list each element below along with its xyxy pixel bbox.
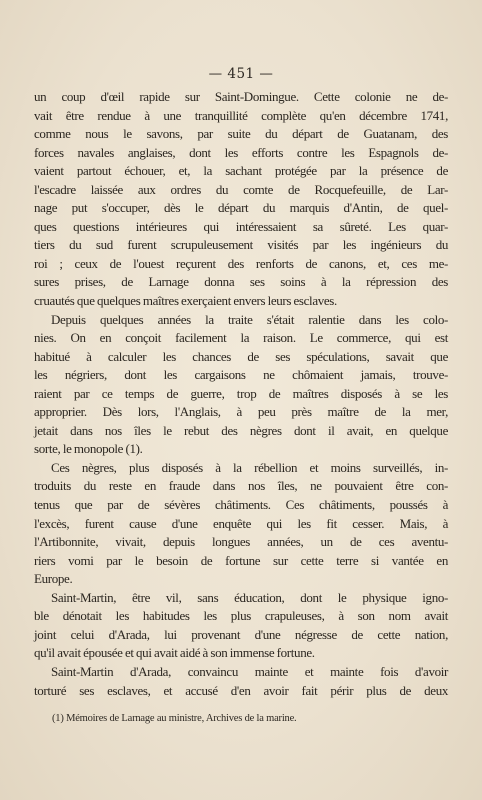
text-line: ble dénotait les habitudes les plus crapuleuses, à son nom avait [34,608,448,624]
text-line: les négriers, dont les cargaisons ne chômaient jamais, trouve- [34,367,448,383]
text-line: roi ; ceux de l'ouest reçurent des renforts de canons, et, ces me- [34,255,448,271]
text-line: un coup d'œil rapide sur Saint-Domingue. Cette colonie ne de- [34,89,448,104]
text-line: l'excès, furent cause d'une enquête qui les fit cesser. Mais, à [34,515,448,531]
text-line: jetait dans nos îles le rebut des nègres dont il avait, en quelque [34,422,448,438]
footnote: (1) Mémoires de Larnage au ministre, Archives de la marine. [52,713,297,724]
text-line: Saint-Martin d'Arada, convaincu mainte et mainte fois d'avoir [51,663,448,679]
text-line: nage put s'occuper, dès le départ du marquis d'Antin, de quel- [34,200,448,216]
text-line: raient par ce temps de guerre, trop de maîtres disposés à se les [34,385,448,401]
text-line: joint celui d'Arada, lui provenant d'une négresse de cette nation, [34,626,448,642]
text-line: vaient partout échouer, et, la sachant protégée par la présence de [34,163,448,179]
text-line: vait être rendue à une tranquillité complète qu'en décembre 1741, [34,107,448,123]
text-line: Depuis quelques années la traite s'était ralentie dans les colo- [51,311,448,327]
body-text [34,88,448,700]
text-line: l'Artibonnite, vivait, depuis longues années, un de ces aventu- [34,534,448,550]
text-line: approprier. Dès lors, l'Anglais, à peu près maître de la mer, [34,404,448,420]
text-line: sorte, le monopole (1). [34,441,143,457]
text-line: cruautés que quelques maîtres exerçaient envers leurs esclaves. [34,293,337,309]
text-line: l'escadre laissée aux ordres du comte de Rocquefeuille, de Lar- [34,181,448,197]
text-line: nies. On en conçoit facilement la raison. Le commerce, qui est [34,330,448,346]
text-line: Ces nègres, plus disposés à la rébellion et moins surveillés, in- [51,459,448,475]
text-line: torturé ses esclaves, et accusé d'en avoir fait périr plus de deux [34,682,448,698]
text-line: Saint-Martin, être vil, sans éducation, dont le physique igno- [51,589,448,605]
text-line: riers vomi par le besoin de fortune sur cette terre si vantée en [34,552,448,568]
text-line: habitué à calculer les chances de ses spéculations, savait que [34,348,448,364]
text-line: tiers du sud furent scrupuleusement visités par les ingénieurs du [34,237,448,253]
text-line: troduits du reste en fraude dans nos îles, ne pouvaient être con- [34,478,448,494]
text-line: ques questions intérieures qui intéressaient sa sûreté. Les quar- [34,218,448,234]
text-line: forces navales anglaises, dont les efforts contre les Espagnols de- [34,144,448,160]
text-line: Europe. [34,571,73,587]
text-line: sures prises, de Larnage donna ses soins à la répression des [34,274,448,290]
text-line: comme nous le savons, par suite du départ de Guatanam, des [34,126,448,142]
page-number: — 451 — [208,66,274,82]
text-line: tenus que par de sévères châtiments. Ces châtiments, poussés à [34,497,448,513]
text-line: qu'il avait épousée et qui avait aidé à son immense fortune. [34,645,315,661]
